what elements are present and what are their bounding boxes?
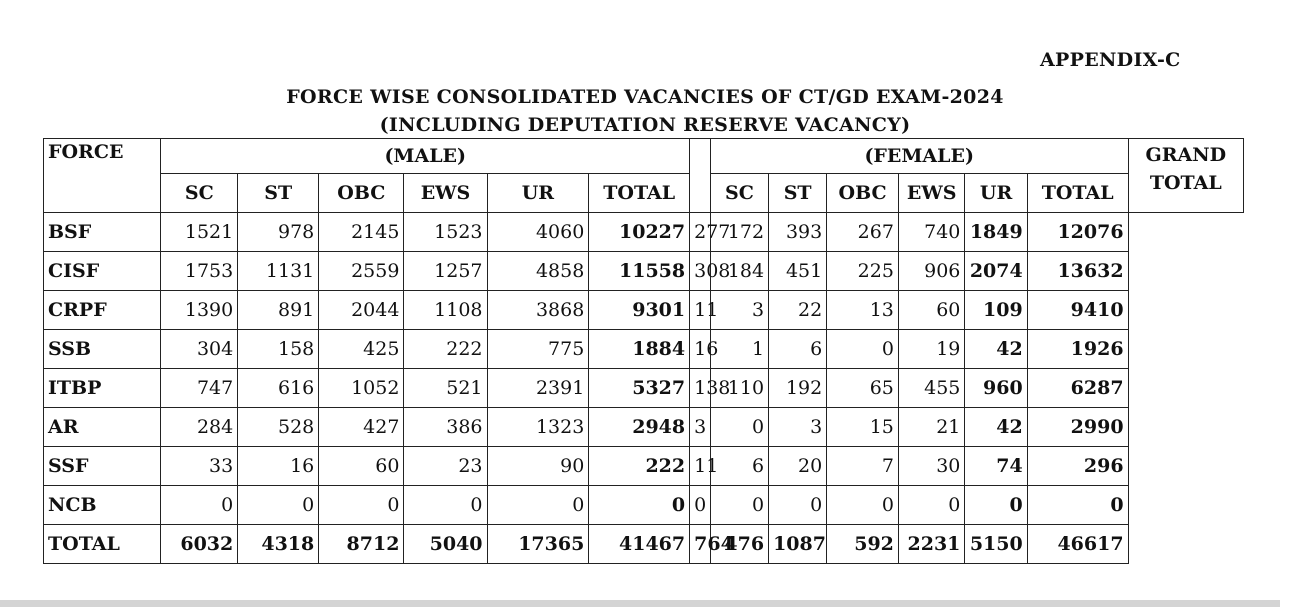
female-total-cell: 5150 <box>965 525 1027 564</box>
female-value-cell: 740 <box>898 213 964 252</box>
col-header-male-ews: EWS <box>404 174 487 213</box>
female-total-cell: 2074 <box>965 252 1027 291</box>
force-name-cell: CRPF <box>44 291 161 330</box>
male-value-cell: 616 <box>238 369 319 408</box>
male-value-cell: 4318 <box>238 525 319 564</box>
grand-total-cell: 2990 <box>1027 408 1128 447</box>
col-header-male-sc: SC <box>161 174 238 213</box>
bottom-divider <box>0 600 1280 607</box>
female-value-cell: 138 <box>690 369 711 408</box>
grand-total-cell: 9410 <box>1027 291 1128 330</box>
female-value-cell: 3 <box>769 408 827 447</box>
female-value-cell: 0 <box>710 408 768 447</box>
female-total-cell: 42 <box>965 330 1027 369</box>
col-header-female-total: TOTAL <box>1027 174 1128 213</box>
female-value-cell: 277 <box>690 213 711 252</box>
male-value-cell: 0 <box>319 486 404 525</box>
grand-total-cell: 0 <box>1027 486 1128 525</box>
female-value-cell: 393 <box>769 213 827 252</box>
male-total-cell: 222 <box>589 447 690 486</box>
header-row-columns <box>44 174 1244 213</box>
table-row <box>44 369 1244 408</box>
male-value-cell: 90 <box>487 447 589 486</box>
female-value-cell: 184 <box>710 252 768 291</box>
male-value-cell: 2044 <box>319 291 404 330</box>
table-row <box>44 291 1244 330</box>
grand-total-cell: 296 <box>1027 447 1128 486</box>
female-value-cell: 455 <box>898 369 964 408</box>
force-name-cell: ITBP <box>44 369 161 408</box>
female-value-cell: 451 <box>769 252 827 291</box>
female-value-cell: 60 <box>898 291 964 330</box>
male-value-cell: 222 <box>404 330 487 369</box>
force-name-cell: CISF <box>44 252 161 291</box>
male-value-cell: 528 <box>238 408 319 447</box>
column-gap <box>690 139 711 213</box>
female-value-cell: 172 <box>710 213 768 252</box>
male-total-cell: 1884 <box>589 330 690 369</box>
male-value-cell: 0 <box>404 486 487 525</box>
document-title: FORCE WISE CONSOLIDATED VACANCIES OF CT/GD EXAM-2024 <box>286 86 1004 108</box>
male-value-cell: 17365 <box>487 525 589 564</box>
col-header-male-st: ST <box>238 174 319 213</box>
header-row-groups <box>44 139 1244 174</box>
male-value-cell: 2145 <box>319 213 404 252</box>
force-name-cell: NCB <box>44 486 161 525</box>
female-value-cell: 2231 <box>898 525 964 564</box>
male-total-cell: 0 <box>589 486 690 525</box>
table-total-row <box>44 525 1244 564</box>
male-total-cell: 41467 <box>589 525 690 564</box>
female-value-cell: 3 <box>690 408 711 447</box>
female-value-cell: 3 <box>710 291 768 330</box>
female-total-cell: 960 <box>965 369 1027 408</box>
female-total-cell: 109 <box>965 291 1027 330</box>
female-value-cell: 11 <box>690 447 711 486</box>
male-value-cell: 1323 <box>487 408 589 447</box>
female-value-cell: 0 <box>898 486 964 525</box>
male-value-cell: 427 <box>319 408 404 447</box>
col-header-female-ur: UR <box>965 174 1027 213</box>
col-header-female-sc: SC <box>710 174 768 213</box>
male-value-cell: 4060 <box>487 213 589 252</box>
female-value-cell: 1087 <box>769 525 827 564</box>
table-row <box>44 408 1244 447</box>
appendix-label: APPENDIX-C <box>1040 49 1181 71</box>
female-value-cell: 592 <box>827 525 899 564</box>
force-name-cell: TOTAL <box>44 525 161 564</box>
male-value-cell: 1052 <box>319 369 404 408</box>
female-total-cell: 1849 <box>965 213 1027 252</box>
male-value-cell: 5040 <box>404 525 487 564</box>
female-value-cell: 7 <box>827 447 899 486</box>
female-value-cell: 267 <box>827 213 899 252</box>
male-value-cell: 1523 <box>404 213 487 252</box>
female-value-cell: 22 <box>769 291 827 330</box>
male-value-cell: 1521 <box>161 213 238 252</box>
male-value-cell: 33 <box>161 447 238 486</box>
force-name-cell: BSF <box>44 213 161 252</box>
male-value-cell: 1257 <box>404 252 487 291</box>
male-total-cell: 11558 <box>589 252 690 291</box>
male-value-cell: 304 <box>161 330 238 369</box>
female-value-cell: 15 <box>827 408 899 447</box>
male-value-cell: 1108 <box>404 291 487 330</box>
female-value-cell: 0 <box>827 330 899 369</box>
male-total-cell: 10227 <box>589 213 690 252</box>
male-value-cell: 386 <box>404 408 487 447</box>
col-header-female-obc: OBC <box>827 174 899 213</box>
male-value-cell: 0 <box>487 486 589 525</box>
female-group-header: (FEMALE) <box>710 139 1128 174</box>
female-value-cell: 65 <box>827 369 899 408</box>
force-name-cell: SSB <box>44 330 161 369</box>
female-value-cell: 906 <box>898 252 964 291</box>
female-value-cell: 0 <box>827 486 899 525</box>
male-value-cell: 2391 <box>487 369 589 408</box>
grand-total-cell: 13632 <box>1027 252 1128 291</box>
female-value-cell: 20 <box>769 447 827 486</box>
male-value-cell: 4858 <box>487 252 589 291</box>
male-value-cell: 978 <box>238 213 319 252</box>
male-total-cell: 5327 <box>589 369 690 408</box>
table-row <box>44 447 1244 486</box>
female-value-cell: 476 <box>710 525 768 564</box>
document-subtitle: (INCLUDING DEPUTATION RESERVE VACANCY) <box>379 114 911 136</box>
female-value-cell: 11 <box>690 291 711 330</box>
grand-total-cell: 1926 <box>1027 330 1128 369</box>
col-header-male-total: TOTAL <box>589 174 690 213</box>
col-header-male-ur: UR <box>487 174 589 213</box>
male-value-cell: 521 <box>404 369 487 408</box>
grand-total-cell: 12076 <box>1027 213 1128 252</box>
male-value-cell: 2559 <box>319 252 404 291</box>
col-header-male-obc: OBC <box>319 174 404 213</box>
female-value-cell: 21 <box>898 408 964 447</box>
female-value-cell: 13 <box>827 291 899 330</box>
female-value-cell: 764 <box>690 525 711 564</box>
male-value-cell: 284 <box>161 408 238 447</box>
female-value-cell: 0 <box>769 486 827 525</box>
female-value-cell: 30 <box>898 447 964 486</box>
table-row <box>44 330 1244 369</box>
male-total-cell: 9301 <box>589 291 690 330</box>
female-value-cell: 16 <box>690 330 711 369</box>
col-header-female-ews: EWS <box>898 174 964 213</box>
col-header-female-st: ST <box>769 174 827 213</box>
male-value-cell: 23 <box>404 447 487 486</box>
grand-total-cell: 6287 <box>1027 369 1128 408</box>
male-value-cell: 16 <box>238 447 319 486</box>
male-value-cell: 425 <box>319 330 404 369</box>
male-value-cell: 6032 <box>161 525 238 564</box>
male-value-cell: 8712 <box>319 525 404 564</box>
female-total-cell: 74 <box>965 447 1027 486</box>
male-total-cell: 2948 <box>589 408 690 447</box>
table-row <box>44 213 1244 252</box>
female-value-cell: 0 <box>690 486 711 525</box>
male-value-cell: 1753 <box>161 252 238 291</box>
male-value-cell: 158 <box>238 330 319 369</box>
male-value-cell: 3868 <box>487 291 589 330</box>
male-value-cell: 747 <box>161 369 238 408</box>
female-value-cell: 6 <box>769 330 827 369</box>
grand-total-cell: 46617 <box>1027 525 1128 564</box>
male-value-cell: 0 <box>161 486 238 525</box>
male-value-cell: 775 <box>487 330 589 369</box>
vacancy-table <box>43 138 1244 564</box>
female-value-cell: 308 <box>690 252 711 291</box>
male-value-cell: 0 <box>238 486 319 525</box>
male-value-cell: 891 <box>238 291 319 330</box>
table-row <box>44 252 1244 291</box>
female-value-cell: 110 <box>710 369 768 408</box>
force-header: FORCE <box>44 139 161 213</box>
female-value-cell: 6 <box>710 447 768 486</box>
female-value-cell: 19 <box>898 330 964 369</box>
female-value-cell: 1 <box>710 330 768 369</box>
force-name-cell: SSF <box>44 447 161 486</box>
force-name-cell: AR <box>44 408 161 447</box>
table-row <box>44 486 1244 525</box>
female-value-cell: 225 <box>827 252 899 291</box>
table-body <box>44 213 1244 564</box>
female-total-cell: 0 <box>965 486 1027 525</box>
male-value-cell: 60 <box>319 447 404 486</box>
male-value-cell: 1390 <box>161 291 238 330</box>
male-group-header: (MALE) <box>161 139 690 174</box>
female-value-cell: 192 <box>769 369 827 408</box>
male-value-cell: 1131 <box>238 252 319 291</box>
grand-total-header: GRAND TOTAL <box>1128 139 1243 213</box>
female-total-cell: 42 <box>965 408 1027 447</box>
female-value-cell: 0 <box>710 486 768 525</box>
